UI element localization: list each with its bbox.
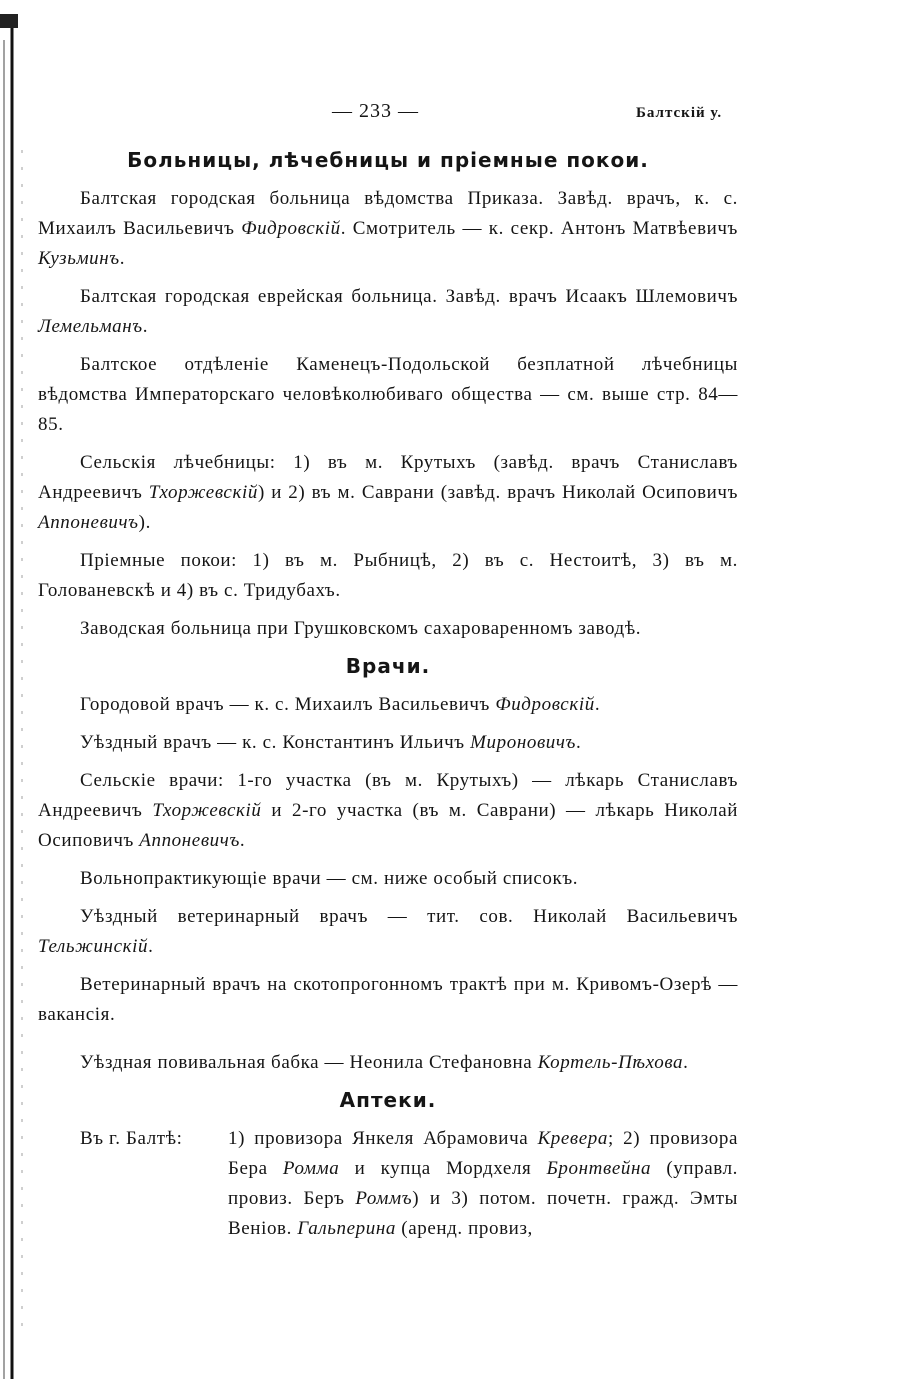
paragraph: Городовой врачъ — к. с. Михаилъ Васильевичъ Фидровскій.: [80, 694, 601, 715]
pharmacy-list: 1) провизора Янкеля Абрамовича Кревера; 2) провизора Бера Ромма и купца Мордхеля Бронтвейна (управл. провиз. Беръ Роммъ) и 3) потом. почетн. гражд. Эмты Веніов. Гальперина (аренд. провиз,: [228, 1128, 739, 1239]
paragraph: Уѣздная повивальная бабка — Неонила Стефановна Кортель-Пѣхова.: [80, 1052, 689, 1073]
paragraph: Балтская городская больница вѣдомства Приказа. Завѣд. врачъ, к. с. Михаилъ Васильевичъ Фидровскій. Смотритель — к. секр. Антонъ Матвѣевичъ Кузьминъ.: [38, 188, 738, 269]
paragraph: Балтское отдѣленіе Каменецъ-Подольской безплатной лѣчебницы вѣдомства Императорскаго человѣколюбиваго общества — см. выше стр. 84—85.: [38, 354, 738, 435]
section-title-pharmacies: Аптеки.: [339, 1088, 437, 1112]
running-head: Балтскій у.: [636, 105, 723, 121]
paragraph: Ветеринарный врачъ на скотопрогонномъ трактѣ при м. Кривомъ-Озерѣ — вакансія.: [38, 974, 738, 1025]
paragraph: Уѣздный врачъ — к. с. Константинъ Ильичъ Мироновичъ.: [80, 732, 582, 753]
paragraph: Уѣздный ветеринарный врачъ — тит. сов. Николай Васильевичъ Тельжинскій.: [38, 906, 738, 957]
paragraph: Заводская больница при Грушковскомъ сахароваренномъ заводѣ.: [80, 618, 642, 639]
paragraph: Сельскіе врачи: 1-го участка (въ м. Крутыхъ) — лѣкарь Станиславъ Андреевичъ Тхоржевскій и 2-го участка (въ м. Саврани) — лѣкарь Николай Осиповичъ Аппоневичъ.: [38, 770, 738, 851]
paragraph: Сельскія лѣчебницы: 1) въ м. Крутыхъ (завѣд. врачъ Станиславъ Андреевичъ Тхоржевскій) и 2) въ м. Саврани (завѣд. врачъ Николай Осиповичъ Аппоневичъ).: [38, 452, 738, 533]
page-number: — 233 —: [332, 100, 419, 122]
page-binding-edge: [0, 0, 30, 1379]
section-title-hospitals: Больницы, лѣчебницы и пріемные покои.: [127, 148, 649, 172]
paragraph: Вольнопрактикующіе врачи — см. ниже особый списокъ.: [80, 868, 579, 889]
page-header: [0, 100, 900, 130]
pharmacy-place: Въ г. Балтѣ:: [80, 1128, 183, 1149]
page-body: [38, 148, 738, 1244]
pharmacy-entry: [38, 1124, 738, 1244]
section-title-doctors: Врачи.: [345, 654, 431, 678]
paragraph: Балтская городская еврейская больница. Завѣд. врачъ Исаакъ Шлемовичъ Лемельманъ.: [38, 286, 738, 337]
paragraph: Пріемные покои: 1) въ м. Рыбницѣ, 2) въ с. Нестоитѣ, 3) въ м. Голованевскѣ и 4) въ с. Тридубахъ.: [38, 550, 738, 601]
